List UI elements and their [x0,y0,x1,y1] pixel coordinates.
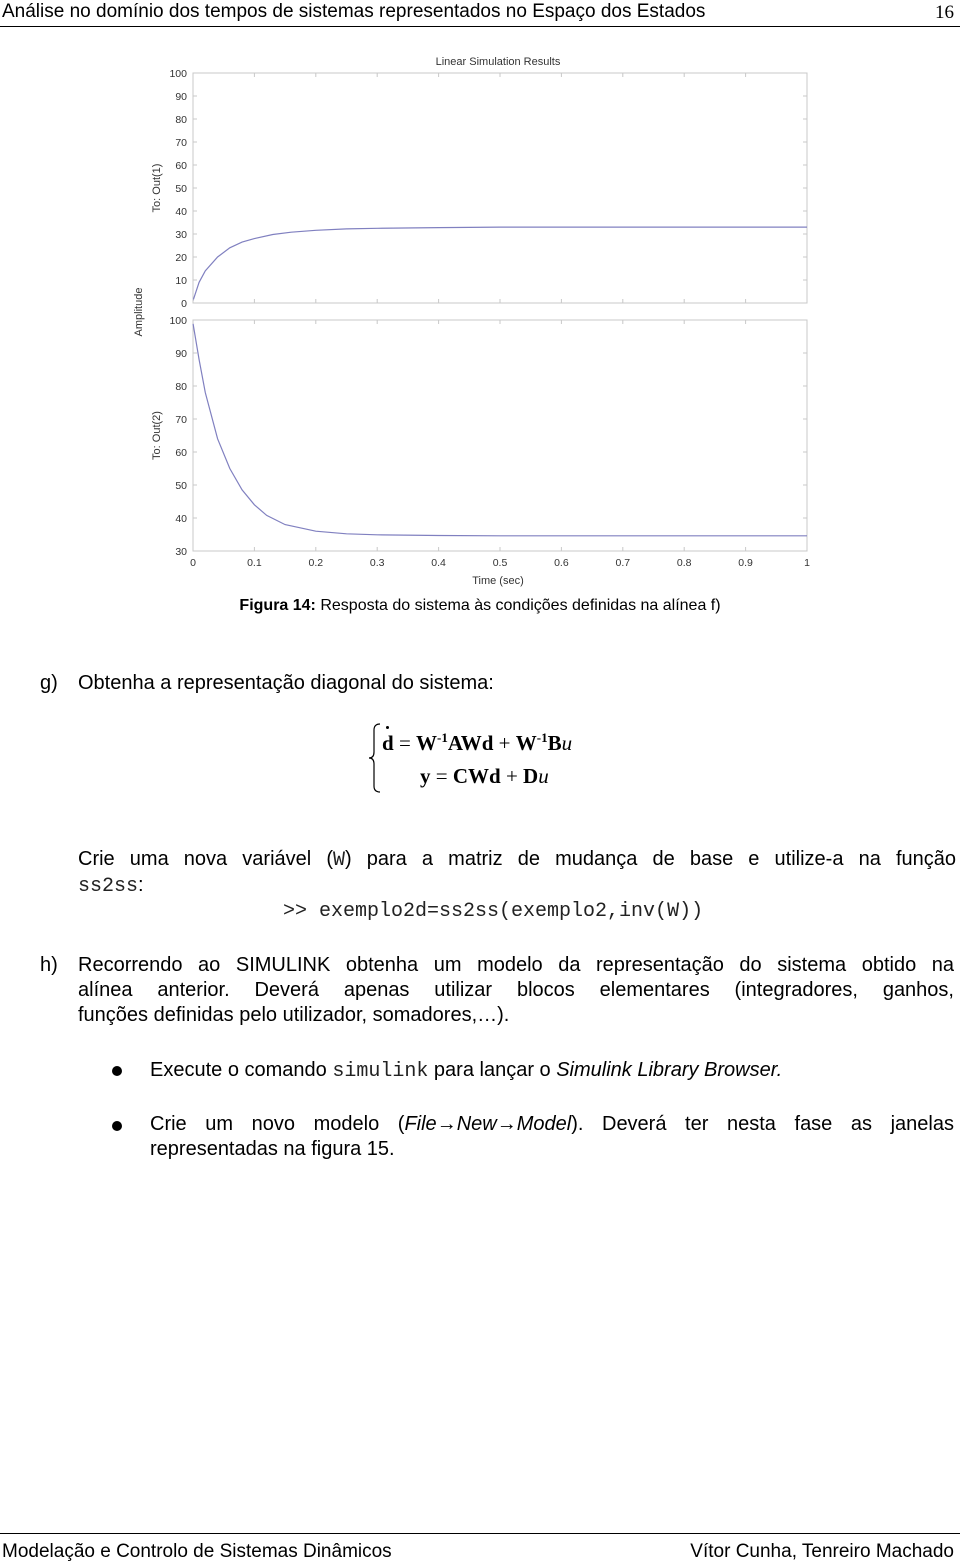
y-tick-label: 20 [175,252,187,264]
y-tick-label: 30 [175,546,187,558]
plot-area [151,68,810,569]
menu-model: Model [516,1113,572,1135]
brace-icon [368,722,382,794]
item-h-paragraph [78,953,954,1028]
item-g-paragraph [78,847,956,899]
y-tick-label: 50 [175,183,187,195]
code-simulink: simulink [332,1060,429,1083]
arrow-right-icon: → [496,1113,517,1135]
y-tick-label: 50 [175,480,187,492]
footer-right: Vítor Cunha, Tenreiro Machado [690,1541,954,1562]
bullet2-line2: representadas na figura 15. [150,1138,395,1160]
x-tick-label: 0.4 [431,557,446,569]
caption-text: Resposta do sistema às condições definidas na alínea f) [315,597,721,614]
y-tick-label: 10 [175,275,187,287]
x-tick-label: 0.1 [247,557,262,569]
page-header [0,0,960,27]
x-tick-label: 1 [804,557,810,569]
bullet-icon [112,1121,122,1131]
bullet1-text-a: Execute o comando [150,1059,333,1081]
para-part2: ) para a matriz de mudança de base e utilize-a na função [345,848,956,870]
y-tick-label: 100 [169,315,187,327]
x-axis-label: Time (sec) [472,575,524,587]
bullet-icon [112,1066,122,1076]
state-equations [368,722,628,794]
x-tick-label: 0 [190,557,196,569]
subplot-label: To: Out(2) [151,411,163,460]
y-tick-label: 80 [175,114,187,126]
para-part1: Crie uma nova variável ( [78,848,333,870]
menu-file: File [404,1113,437,1135]
bullet2-text-b: ). Deverá ter nesta fase as janelas [571,1113,954,1135]
code-ss2ss: ss2ss [78,875,139,898]
x-tick-label: 0.5 [492,557,508,569]
item-g-text: Obtenha a representação diagonal do sistema: [78,672,494,694]
figure-caption [0,597,960,615]
y-tick-label: 40 [175,513,187,525]
code-w: W [332,849,345,872]
y-tick-label: 30 [175,229,187,241]
page-footer [0,1533,960,1562]
x-tick-label: 0.2 [308,557,324,569]
chart-title: Linear Simulation Results [435,56,561,68]
y-axis-label: Amplitude [133,287,145,337]
arrow-right-icon: → [436,1113,457,1135]
y-tick-label: 90 [175,91,187,103]
subplot-frame [193,73,807,303]
equation-line-2: y = CWd + Du [420,764,549,788]
page-number: 16 [935,2,954,23]
item-h-marker: h) [40,954,58,976]
item-h-line1: Recorrendo ao SIMULINK obtenha um modelo da representação do sistema obtido na [78,954,954,976]
y-tick-label: 100 [169,68,187,80]
x-tick-label: 0.6 [554,557,569,569]
matlab-command: >> exemplo2d=ss2ss(exemplo2,inv(W)) [283,900,704,923]
bullet2-text-a: Crie um novo modelo ( [150,1113,405,1135]
bullet1-text-b: para lançar o [428,1059,557,1081]
simulation-chart [0,40,960,595]
x-tick-label: 0.7 [615,557,631,569]
para-part3: : [138,874,144,896]
equation-line-1: $d = W^{-1}AWd + W^{-1}Bu$ [382,730,573,755]
y-tick-label: 0 [181,298,187,310]
bullet-1 [150,1058,782,1084]
bullet1-italic: Simulink Library Browser. [556,1059,783,1081]
y-tick-label: 80 [175,381,187,393]
menu-new: New [456,1113,497,1135]
x-tick-label: 0.8 [676,557,692,569]
subplot-label: To: Out(1) [151,163,163,213]
y-tick-label: 60 [175,447,187,459]
header-title: Análise no domínio dos tempos de sistemas representados no Espaço dos Estados [2,1,706,22]
y-tick-label: 70 [175,414,187,426]
subplot-frame [193,320,807,551]
y-tick-label: 90 [175,348,187,360]
footer-left: Modelação e Controlo de Sistemas Dinâmicos [2,1541,392,1562]
y-tick-label: 40 [175,206,187,218]
x-tick-label: 0.9 [738,557,753,569]
item-g-marker: g) [40,672,58,694]
item-h-line2: alínea anterior. Deverá apenas utilizar blocos elementares (integradores, ganhos, [78,979,954,1001]
caption-label: Figura 14: [239,597,316,614]
y-tick-label: 70 [175,137,187,149]
y-tick-label: 60 [175,160,187,172]
bullet-2 [150,1112,954,1162]
x-tick-label: 0.3 [369,557,385,569]
item-h-line3: funções definidas pelo utilizador, somadores,…). [78,1004,510,1026]
